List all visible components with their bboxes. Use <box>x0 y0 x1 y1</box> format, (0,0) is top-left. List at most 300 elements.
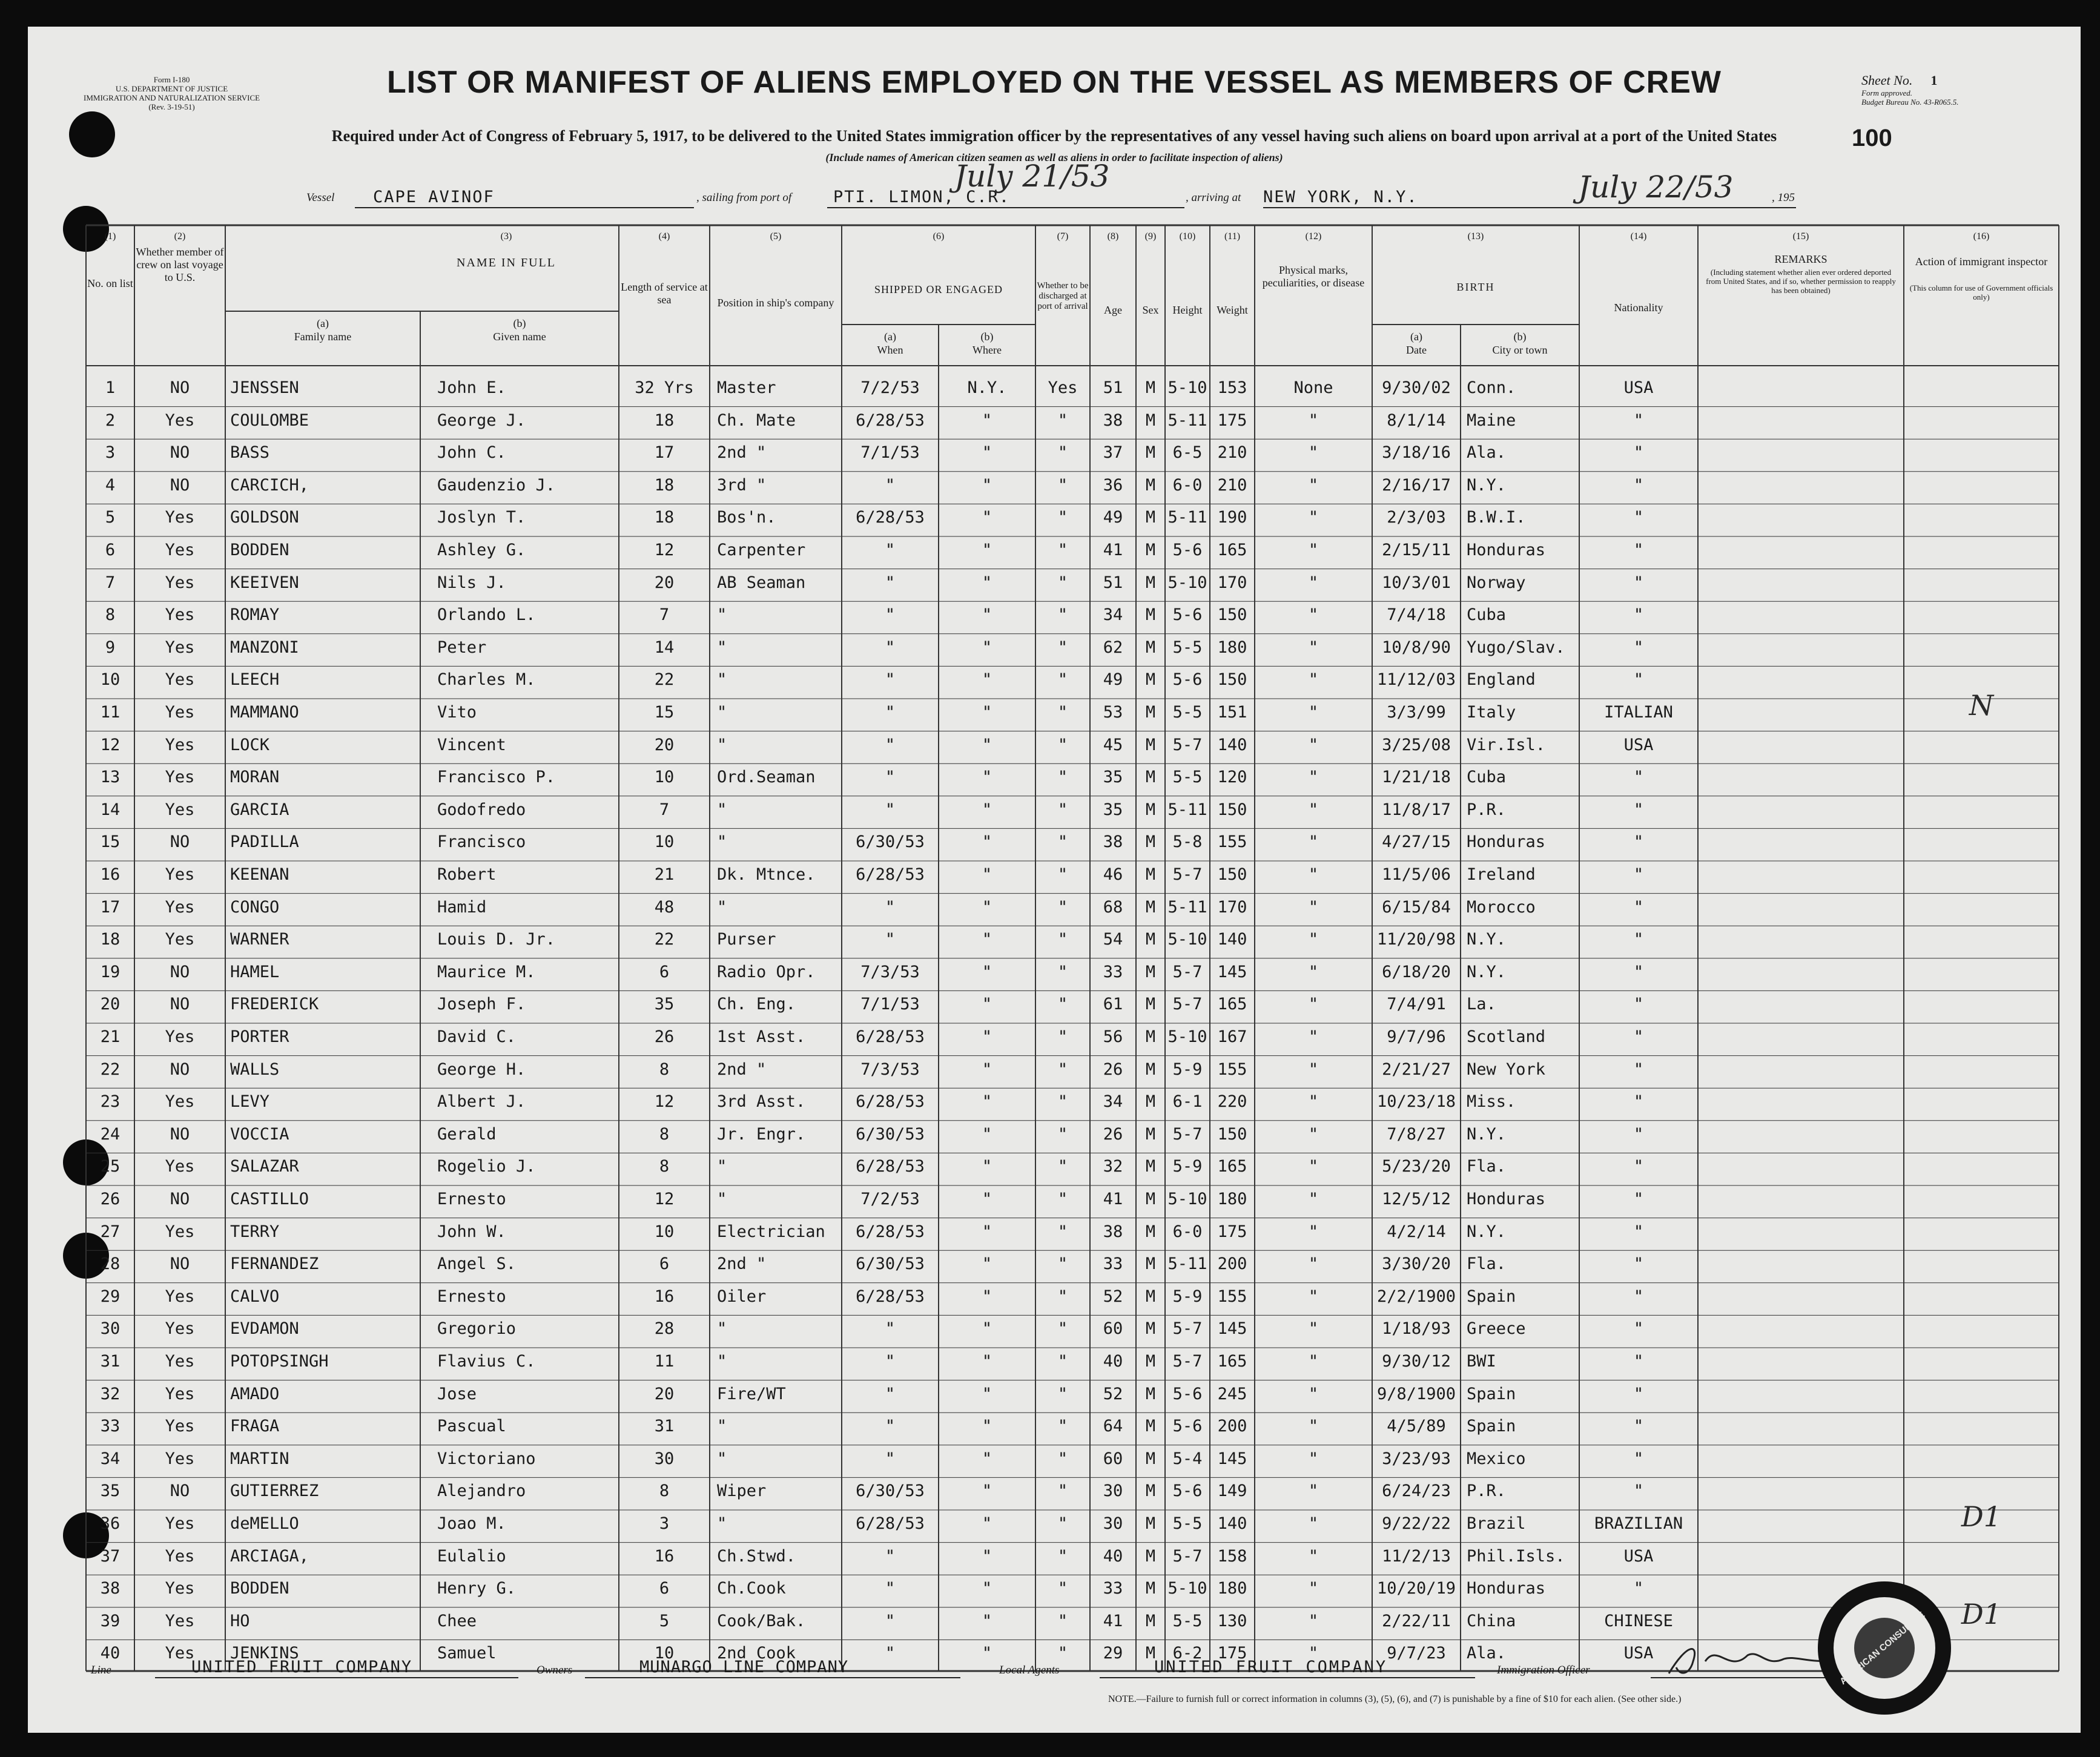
row-height: 5-7 <box>1172 962 1203 981</box>
row-height: 5-10 <box>1167 573 1207 592</box>
row-weight: 151 <box>1217 703 1247 722</box>
row-marks: " <box>1308 1417 1319 1436</box>
row-no: 4 <box>105 475 116 495</box>
row-position: " <box>717 735 727 754</box>
manifest-sheet <box>28 27 2081 1733</box>
col3a-num: (a) <box>317 317 329 329</box>
row-marks: " <box>1308 897 1319 917</box>
row-nationality: " <box>1633 962 1644 981</box>
row-city: BWI <box>1467 1352 1496 1371</box>
vessel-label: Vessel <box>306 191 335 204</box>
row-age: 37 <box>1103 443 1123 463</box>
row-height: 5-11 <box>1167 508 1207 527</box>
row-given: Gaudenzio J. <box>437 475 556 495</box>
row-nationality: " <box>1633 865 1644 884</box>
row-city: New York <box>1467 1060 1546 1079</box>
row-where: " <box>982 703 992 722</box>
row-height: 5-4 <box>1172 1449 1203 1468</box>
row-family: KEEIVEN <box>230 573 299 592</box>
row-position: Fire/WT <box>717 1384 786 1403</box>
row-age: 60 <box>1103 1319 1123 1339</box>
row-height: 5-7 <box>1172 1352 1203 1371</box>
row-given: Charles M. <box>437 670 536 690</box>
row-when: " <box>885 897 896 917</box>
row-age: 68 <box>1103 897 1123 917</box>
row-age: 51 <box>1103 378 1123 397</box>
row-given: Ernesto <box>437 1287 506 1306</box>
row-age: 26 <box>1103 1060 1123 1079</box>
row-height: 5-9 <box>1172 1060 1203 1079</box>
row-age: 38 <box>1103 1222 1123 1241</box>
row-when: 6/30/53 <box>856 1482 925 1501</box>
row-sex: M <box>1145 1124 1156 1144</box>
row-position: " <box>717 897 727 917</box>
row-last: Yes <box>165 541 195 559</box>
row-city: Cuba <box>1467 605 1507 625</box>
row-given: Maurice M. <box>437 962 536 981</box>
row-when: " <box>885 541 896 559</box>
row-sex: M <box>1145 508 1156 527</box>
col14-label: Nationality <box>1614 302 1663 314</box>
row-service: 12 <box>654 541 675 559</box>
row-family: TERRY <box>230 1222 280 1241</box>
row-bdate: 3/30/20 <box>1382 1254 1451 1274</box>
row-given: David C. <box>437 1027 517 1046</box>
row-marks: " <box>1308 1287 1319 1306</box>
row-nationality: " <box>1633 800 1644 819</box>
row-service: 8 <box>659 1482 670 1501</box>
row-nationality: " <box>1633 410 1644 430</box>
row-sex: M <box>1145 1027 1156 1046</box>
row-position: " <box>717 1157 727 1176</box>
row-weight: 140 <box>1217 735 1247 754</box>
row-service: 8 <box>659 1157 670 1176</box>
row-where: " <box>982 475 992 495</box>
officer-label: Immigration Officer <box>1497 1664 1590 1676</box>
owners-label: Owners <box>537 1664 573 1676</box>
row-weight: 175 <box>1217 1222 1247 1241</box>
row-position: Ch.Stwd. <box>717 1546 796 1566</box>
row-discharged: Yes <box>1048 378 1078 397</box>
col13b-label: City or town <box>1492 344 1548 356</box>
row-city: Italy <box>1467 703 1516 722</box>
row-last: NO <box>170 962 190 981</box>
row-given: Angel S. <box>437 1254 517 1274</box>
row-no: 18 <box>100 930 121 949</box>
row-no: 37 <box>100 1546 121 1566</box>
row-last: NO <box>170 1124 190 1144</box>
row-bdate: 3/25/08 <box>1382 735 1451 754</box>
budget-no: Budget Bureau No. 43-R065.5. <box>1861 97 1959 107</box>
row-where: " <box>982 1352 992 1371</box>
row-age: 53 <box>1103 703 1123 722</box>
row-given: Alejandro <box>437 1482 526 1501</box>
line-company: UNITED FRUIT COMPANY <box>191 1658 413 1676</box>
row-nationality: ITALIAN <box>1604 703 1673 722</box>
row-last: Yes <box>165 1027 195 1046</box>
row-weight: 245 <box>1217 1384 1247 1403</box>
row-age: 49 <box>1103 508 1123 527</box>
row-nationality: " <box>1633 1352 1644 1371</box>
row-height: 5-5 <box>1172 1514 1203 1533</box>
row-bdate: 2/15/11 <box>1382 541 1451 559</box>
row-bdate: 8/1/14 <box>1387 410 1446 430</box>
row-marks: " <box>1308 768 1319 787</box>
col16-label: Action of immigrant inspector <box>1915 255 2048 268</box>
row-bdate: 2/2/1900 <box>1376 1287 1456 1306</box>
row-last: Yes <box>165 800 195 819</box>
row-family: CASTILLO <box>230 1190 309 1208</box>
col16-num: (16) <box>1973 231 1990 242</box>
row-age: 41 <box>1103 541 1123 559</box>
row-marks: " <box>1308 1060 1319 1079</box>
row-position: 2nd " <box>717 1254 767 1274</box>
row-bdate: 3/23/93 <box>1382 1449 1451 1468</box>
row-weight: 165 <box>1217 541 1247 559</box>
row-city: China <box>1467 1611 1516 1630</box>
row-given: Jose <box>437 1384 477 1403</box>
row-position: " <box>717 800 727 819</box>
row-nationality: " <box>1633 1449 1644 1468</box>
row-age: 41 <box>1103 1611 1123 1630</box>
row-sex: M <box>1145 410 1156 430</box>
row-position: Cook/Bak. <box>717 1611 806 1630</box>
row-position: " <box>717 1449 727 1468</box>
row-bdate: 2/16/17 <box>1382 475 1451 495</box>
row-nationality: " <box>1633 605 1644 625</box>
row-height: 5-6 <box>1172 1482 1203 1501</box>
row-weight: 158 <box>1217 1546 1247 1566</box>
row-nationality: " <box>1633 475 1644 495</box>
row-sex: M <box>1145 962 1156 981</box>
row-height: 5-7 <box>1172 735 1203 754</box>
row-no: 20 <box>100 995 121 1014</box>
row-no: 23 <box>100 1092 121 1112</box>
col1-num: (1) <box>104 231 116 242</box>
row-sex: M <box>1145 735 1156 754</box>
vessel-name: CAPE AVINOF <box>373 188 495 206</box>
row-nationality: BRAZILIAN <box>1594 1514 1683 1533</box>
row-when: " <box>885 638 896 657</box>
row-height: 6-0 <box>1172 475 1203 495</box>
row-city: Brazil <box>1467 1514 1526 1533</box>
row-sex: M <box>1145 768 1156 787</box>
row-weight: 145 <box>1217 1449 1247 1468</box>
row-family: SALAZAR <box>230 1157 299 1176</box>
row-sex: M <box>1145 1579 1156 1598</box>
row-marks: " <box>1308 1546 1319 1566</box>
row-no: 31 <box>100 1352 121 1371</box>
row-nationality: " <box>1633 995 1644 1014</box>
row-where: " <box>982 1124 992 1144</box>
row-discharged: " <box>1057 1482 1068 1501</box>
row-age: 46 <box>1103 865 1123 884</box>
form-number: Form I-180 <box>153 75 190 84</box>
row-nationality: " <box>1633 1157 1644 1176</box>
row-last: Yes <box>165 1417 195 1436</box>
row-sex: M <box>1145 1287 1156 1306</box>
row-nationality: " <box>1633 573 1644 592</box>
row-where: " <box>982 1319 992 1339</box>
row-position: Ch. Mate <box>717 410 796 430</box>
row-bdate: 7/4/18 <box>1387 605 1446 625</box>
row-family: CONGO <box>230 897 280 917</box>
row-service: 21 <box>654 865 675 884</box>
row-given: Ashley G. <box>437 541 526 559</box>
row-bdate: 3/3/99 <box>1387 703 1446 722</box>
row-nationality: " <box>1633 508 1644 527</box>
row-where: N.Y. <box>967 378 1007 397</box>
row-given: Gregorio <box>437 1319 517 1339</box>
row-family: LEVY <box>230 1092 270 1112</box>
row-when: " <box>885 930 896 949</box>
row-position: " <box>717 1417 727 1436</box>
row-last: Yes <box>165 1352 195 1371</box>
row-discharged: " <box>1057 410 1068 430</box>
row-position: Wiper <box>717 1482 767 1501</box>
row-height: 5-5 <box>1172 703 1203 722</box>
row-height: 6-0 <box>1172 1222 1203 1241</box>
row-no: 29 <box>100 1287 121 1306</box>
row-no: 17 <box>100 897 121 917</box>
row-nationality: " <box>1633 1579 1644 1598</box>
row-position: Ch.Cook <box>717 1579 786 1598</box>
row-city: Honduras <box>1467 1579 1546 1598</box>
row-service: 16 <box>654 1287 675 1306</box>
col6b-num: (b) <box>980 331 994 343</box>
row-service: 10 <box>654 832 675 852</box>
row-last: Yes <box>165 735 195 754</box>
row-service: 20 <box>654 573 675 592</box>
row-given: Rogelio J. <box>437 1157 536 1176</box>
col15-sub: (Including statement whether alien ever ordered deported from United States, and if so, whether permission to reapply has been obtained) <box>1706 268 1896 295</box>
row-bdate: 10/8/90 <box>1382 638 1451 657</box>
row-where: " <box>982 638 992 657</box>
row-where: " <box>982 930 992 949</box>
col3b-label: Given name <box>493 331 546 343</box>
col6b-label: Where <box>972 344 1002 356</box>
row-weight: 180 <box>1217 1579 1247 1598</box>
row-given: Flavius C. <box>437 1352 536 1371</box>
row-marks: " <box>1308 1319 1319 1339</box>
row-sex: M <box>1145 800 1156 819</box>
row-bdate: 10/20/19 <box>1376 1579 1456 1598</box>
row-sex: M <box>1145 638 1156 657</box>
row-when: 7/1/53 <box>860 443 920 463</box>
row-weight: 145 <box>1217 1319 1247 1339</box>
row-city: Scotland <box>1467 1027 1546 1046</box>
row-sex: M <box>1145 1254 1156 1274</box>
row-marks: " <box>1308 1027 1319 1046</box>
row-service: 22 <box>654 930 675 949</box>
row-height: 5-10 <box>1167 1579 1207 1598</box>
row-sex: M <box>1145 1222 1156 1241</box>
row-sex: M <box>1145 670 1156 690</box>
row-discharged: " <box>1057 541 1068 559</box>
row-last: Yes <box>165 897 195 917</box>
row-last: Yes <box>165 605 195 625</box>
row-nationality: " <box>1633 1319 1644 1339</box>
row-where: " <box>982 1482 992 1501</box>
row-sex: M <box>1145 475 1156 495</box>
row-when: 7/2/53 <box>860 1190 920 1208</box>
row-marks: " <box>1308 735 1319 754</box>
row-where: " <box>982 1449 992 1468</box>
col13a-label: Date <box>1406 344 1427 356</box>
row-age: 32 <box>1103 1157 1123 1176</box>
row-position: 2nd " <box>717 443 767 463</box>
row-marks: " <box>1308 638 1319 657</box>
row-discharged: " <box>1057 768 1068 787</box>
revision: (Rev. 3-19-51) <box>148 102 195 111</box>
row-bdate: 7/8/27 <box>1387 1124 1446 1144</box>
row-city: Ireland <box>1467 865 1536 884</box>
row-bdate: 11/2/13 <box>1382 1546 1451 1566</box>
row-marks: " <box>1308 995 1319 1014</box>
col6a-num: (a) <box>884 331 896 343</box>
row-family: CARCICH, <box>230 475 309 495</box>
row-city: Greece <box>1467 1319 1526 1339</box>
row-family: MORAN <box>230 768 280 787</box>
row-when: 6/28/53 <box>856 1027 925 1046</box>
row-family: PADILLA <box>230 832 299 852</box>
row-bdate: 4/2/14 <box>1387 1222 1446 1241</box>
row-sex: M <box>1145 930 1156 949</box>
row-no: 39 <box>100 1611 121 1630</box>
row-bdate: 10/3/01 <box>1382 573 1451 592</box>
sheet-label: Sheet No. <box>1861 73 1913 88</box>
row-discharged: " <box>1057 1319 1068 1339</box>
row-height: 5-9 <box>1172 1287 1203 1306</box>
row-sex: M <box>1145 1644 1156 1663</box>
row-discharged: " <box>1057 897 1068 917</box>
row-city: Fla. <box>1467 1157 1507 1176</box>
row-given: Vincent <box>437 735 506 754</box>
row-nationality: " <box>1633 443 1644 463</box>
row-nationality: " <box>1633 930 1644 949</box>
row-nationality: USA <box>1623 735 1654 754</box>
row-service: 28 <box>654 1319 675 1339</box>
row-city: N.Y. <box>1467 475 1507 495</box>
row-city: Ala. <box>1467 443 1507 463</box>
officer-signature <box>1663 1637 1844 1686</box>
row-family: LEECH <box>230 670 280 690</box>
row-position: " <box>717 670 727 690</box>
row-city: Fla. <box>1467 1254 1507 1274</box>
row-last: Yes <box>165 410 195 430</box>
row-city: N.Y. <box>1467 962 1507 981</box>
row-given: Joao M. <box>437 1514 506 1533</box>
row-weight: 150 <box>1217 865 1247 884</box>
row-where: " <box>982 410 992 430</box>
row-height: 5-7 <box>1172 1546 1203 1566</box>
row-marks: " <box>1308 1222 1319 1241</box>
row-when: " <box>885 768 896 787</box>
row-family: AMADO <box>230 1384 280 1403</box>
row-no: 25 <box>100 1157 121 1176</box>
row-discharged: " <box>1057 930 1068 949</box>
row-where: " <box>982 800 992 819</box>
row-height: 5-8 <box>1172 832 1203 852</box>
row-discharged: " <box>1057 1222 1068 1241</box>
row-age: 33 <box>1103 962 1123 981</box>
row-last: NO <box>170 1060 190 1079</box>
row-where: " <box>982 1190 992 1208</box>
row-marks: " <box>1308 605 1319 625</box>
row-where: " <box>982 1644 992 1663</box>
row-given: Ernesto <box>437 1190 506 1208</box>
row-nationality: " <box>1633 638 1644 657</box>
row-family: BODDEN <box>230 541 289 559</box>
row-discharged: " <box>1057 1287 1068 1306</box>
row-discharged: " <box>1057 1157 1068 1176</box>
row-no: 40 <box>100 1644 121 1663</box>
row-age: 38 <box>1103 410 1123 430</box>
row-age: 54 <box>1103 930 1123 949</box>
row-age: 34 <box>1103 1092 1123 1112</box>
row-city: Yugo/Slav. <box>1467 638 1565 657</box>
row-nationality: " <box>1633 1190 1644 1208</box>
line-label: Line <box>91 1664 111 1676</box>
row-height: 5-11 <box>1167 410 1207 430</box>
row-height: 5-10 <box>1167 378 1207 397</box>
row-position: Oiler <box>717 1287 767 1306</box>
row-service: 48 <box>654 897 675 917</box>
row-nationality: " <box>1633 1254 1644 1274</box>
row-service: 18 <box>654 508 675 527</box>
row-no: 35 <box>100 1482 121 1501</box>
row-age: 60 <box>1103 1449 1123 1468</box>
row-when: " <box>885 1352 896 1371</box>
row-weight: 150 <box>1217 605 1247 625</box>
row-bdate: 2/3/03 <box>1387 508 1446 527</box>
row-service: 7 <box>659 800 670 819</box>
row-last: Yes <box>165 1546 195 1566</box>
col10-label: Height <box>1172 304 1203 316</box>
row-no: 2 <box>105 410 116 430</box>
row-when: 6/28/53 <box>856 1092 925 1112</box>
row-city: Vir.Isl. <box>1467 735 1546 754</box>
row-when: 6/30/53 <box>856 832 925 852</box>
row-height: 5-6 <box>1172 605 1203 625</box>
row-last: Yes <box>165 573 195 592</box>
row-last: Yes <box>165 703 195 722</box>
row-family: MARTIN <box>230 1449 289 1468</box>
row-position: " <box>717 832 727 852</box>
row-no: 13 <box>100 768 121 787</box>
row-family: FRAGA <box>230 1417 280 1436</box>
row-discharged: " <box>1057 1611 1068 1630</box>
row-discharged: " <box>1057 995 1068 1014</box>
row-family: KEENAN <box>230 865 289 884</box>
row-bdate: 3/18/16 <box>1382 443 1451 463</box>
row-marks: " <box>1308 800 1319 819</box>
row-position: " <box>717 1190 727 1208</box>
col1-label: No. on list <box>87 277 133 289</box>
row-city: England <box>1467 670 1536 690</box>
row-no: 6 <box>105 541 116 559</box>
row-last: Yes <box>165 1092 195 1112</box>
row-position: " <box>717 1352 727 1371</box>
row-no: 15 <box>100 832 121 852</box>
row-height: 5-7 <box>1172 1319 1203 1339</box>
row-city: Spain <box>1467 1417 1516 1436</box>
row-marks: " <box>1308 410 1319 430</box>
row-height: 5-6 <box>1172 1417 1203 1436</box>
col12-label: Physical marks, peculiarities, or disease <box>1262 264 1365 289</box>
row-family: HAMEL <box>230 962 280 981</box>
row-last: Yes <box>165 1579 195 1598</box>
